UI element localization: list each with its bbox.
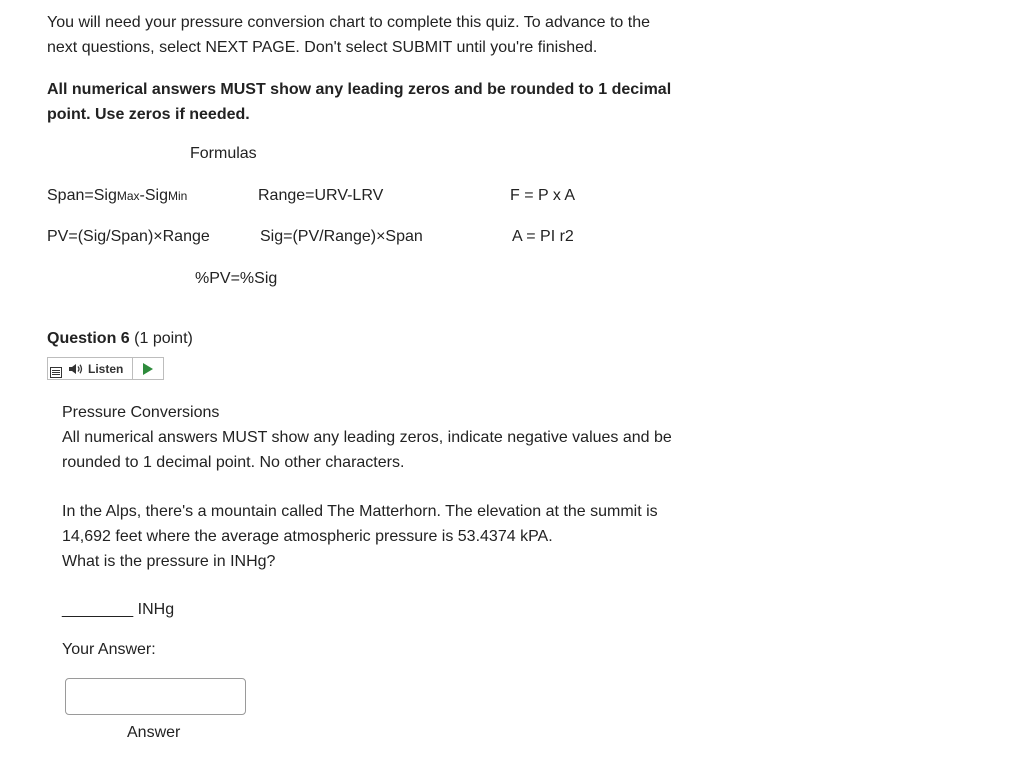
formula-sig: Sig=(PV/Range)×Span <box>260 228 423 245</box>
intro-line-1: You will need your pressure conversion chart to complete this quiz. To advance to the <box>47 14 651 31</box>
answer-blank: ________ INHg <box>62 601 175 618</box>
question-instructions <box>62 425 742 475</box>
formula-area: A = PI r2 <box>512 228 574 245</box>
question-body <box>62 499 742 574</box>
rule-line-1: All numerical answers MUST show any leading zeros and be rounded to 1 decimal <box>47 81 672 98</box>
answer-caption: Answer <box>127 724 181 741</box>
question-number: Question 6 <box>47 330 130 347</box>
instr-line-1: All numerical answers MUST show any leading zeros, indicate negative values and be <box>62 429 672 446</box>
question-points: (1 point) <box>134 330 193 347</box>
formula-force: F = P x A <box>510 187 576 204</box>
menu-icon[interactable] <box>50 367 62 378</box>
formula-pv: PV=(Sig/Span)×Range <box>47 228 210 245</box>
rounding-rule <box>47 77 727 127</box>
intro-text <box>47 10 727 60</box>
listen-label: Listen <box>88 361 124 376</box>
listen-button[interactable] <box>47 357 164 380</box>
intro-line-2: next questions, select NEXT PAGE. Don't select SUBMIT until you're finished. <box>47 39 598 56</box>
formula-span-mid: -Sig <box>139 187 168 204</box>
body-line-2: 14,692 feet where the average atmospheric pressure is 53.4374 kPA. <box>62 528 553 545</box>
instr-line-2: rounded to 1 decimal point. No other characters. <box>62 454 405 471</box>
answer-input[interactable] <box>65 678 246 715</box>
formula-percent: %PV=%Sig <box>195 270 278 287</box>
section-title: Pressure Conversions <box>62 404 220 421</box>
speaker-icon <box>68 363 84 375</box>
your-answer-label: Your Answer: <box>62 641 156 658</box>
formula-span-prefix: Span=Sig <box>47 187 117 204</box>
formula-span-min: Min <box>167 189 188 203</box>
rule-line-2: point. Use zeros if needed. <box>47 106 250 123</box>
listen-divider <box>132 358 133 379</box>
formulas-heading: Formulas <box>190 145 257 162</box>
formula-span <box>47 187 187 205</box>
body-line-3: What is the pressure in INHg? <box>62 553 276 570</box>
play-icon[interactable] <box>143 363 153 375</box>
formula-range: Range=URV-LRV <box>258 187 384 204</box>
formula-span-max: Max <box>116 189 140 203</box>
body-line-1: In the Alps, there's a mountain called The Matterhorn. The elevation at the summit is <box>62 503 658 520</box>
question-title <box>47 330 193 348</box>
